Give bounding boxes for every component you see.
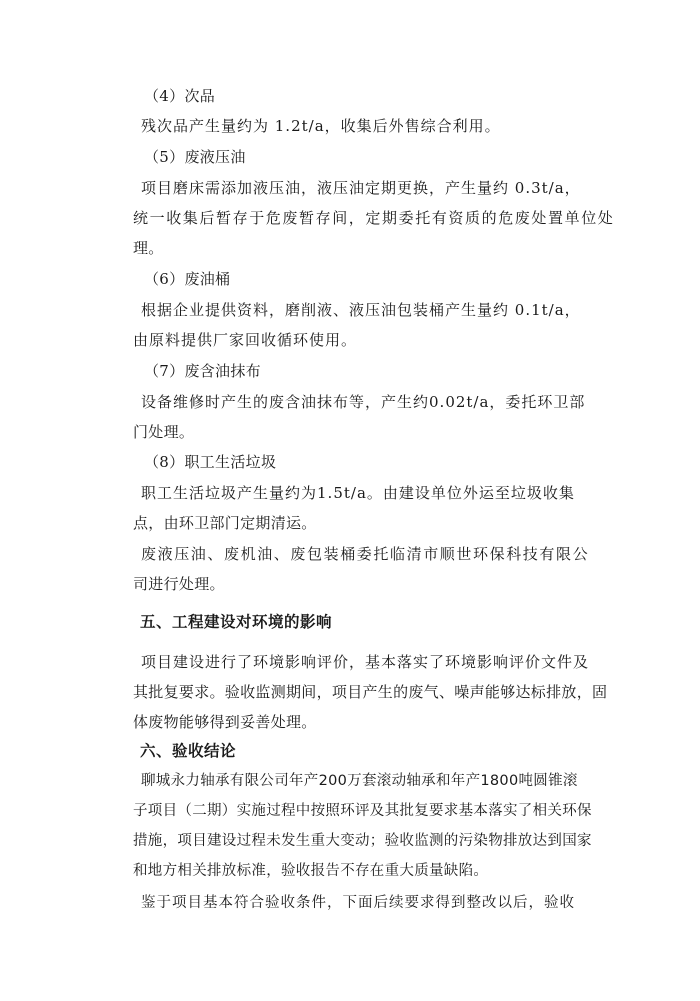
section-7-line-2: 门处理。	[133, 423, 195, 441]
section-8-line-1: 职工生活垃圾产生量约为1.5t/a。由建设单位外运至垃圾收集	[141, 484, 575, 502]
summary-line-1: 废液压油、废机油、废包装桶委托临清市顺世环保科技有限公	[141, 545, 590, 563]
section-conclusion-heading: 六、验收结论	[140, 742, 237, 760]
section-5-line-1: 项目磨床需添加液压油，液压油定期更换，产生量约 0.3t/a，	[141, 179, 581, 197]
section-7-line-1: 设备维修时产生的废含油抹布等，产生约0.02t/a，委托环卫部	[141, 393, 586, 411]
conclusion-line-5: 鉴于项目基本符合验收条件，下面后续要求得到整改以后，验收	[141, 895, 575, 911]
section-5-line-2: 统一收集后暂存于危废暂存间，定期委托有资质的危废处置单位处	[133, 209, 615, 227]
section-4-title: （4）次品	[144, 87, 216, 105]
conclusion-line-2: 子项目（二期）实施过程中按照环评及其批复要求基本落实了相关环保	[133, 803, 592, 819]
section-impact-heading: 五、工程建设对环境的影响	[140, 613, 333, 631]
conclusion-line-1: 聊城永力轴承有限公司年产200万套滚动轴承和年产1800吨圆锥滚	[141, 773, 578, 789]
section-5-title: （5）废液压油	[144, 148, 246, 166]
section-6-title: （6）废油桶	[144, 270, 231, 288]
impact-line-1: 项目建设进行了环境影响评价，基本落实了环境影响评价文件及	[141, 653, 590, 671]
impact-line-2: 其批复要求。验收监测期间，项目产生的废气、噪声能够达标排放，固	[133, 683, 608, 701]
section-5-line-3: 理。	[133, 239, 164, 257]
conclusion-line-3: 措施，项目建设过程未发生重大变动；验收监测的污染物排放达到国家	[133, 833, 592, 849]
section-6-line-1: 根据企业提供资料，磨削液、液压油包装桶产生量约 0.1t/a，	[141, 301, 581, 319]
section-7-title: （7）废含油抹布	[144, 362, 261, 380]
impact-line-3: 体废物能够得到妥善处理。	[133, 713, 317, 731]
section-4-line-1: 残次品产生量约为 1.2t/a，收集后外售综合利用。	[141, 117, 501, 135]
conclusion-line-4: 和地方相关排放标准，验收报告不存在重大质量缺陷。	[133, 863, 489, 879]
section-6-line-2: 由原料提供厂家回收循环使用。	[133, 331, 358, 349]
summary-line-2: 司进行处理。	[133, 575, 225, 593]
section-8-line-2: 点，由环卫部门定期清运。	[133, 514, 317, 532]
section-8-title: （8）职工生活垃圾	[144, 453, 277, 471]
